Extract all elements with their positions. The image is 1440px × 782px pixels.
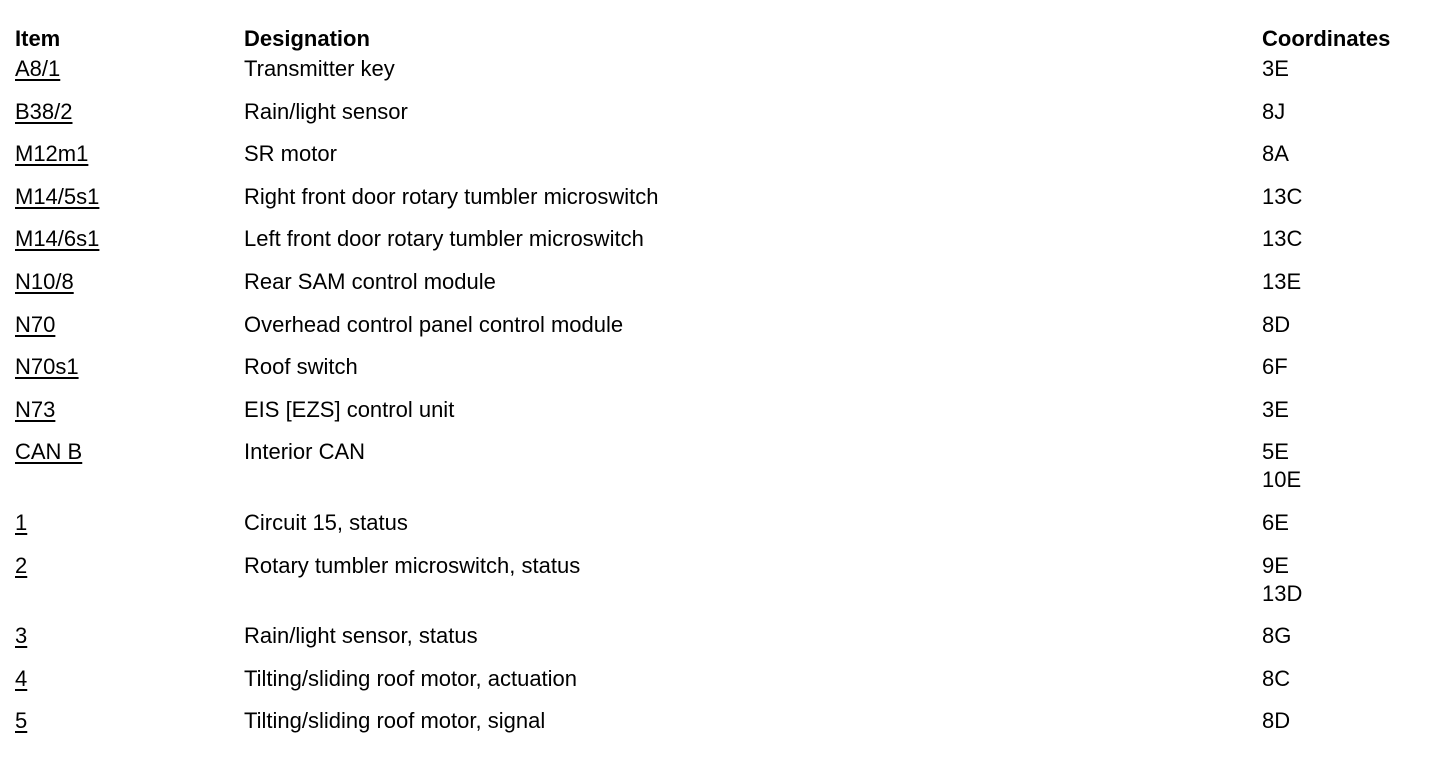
coordinates-cell [1262, 353, 1425, 396]
designation-cell: SR motor [244, 141, 337, 167]
table-row [15, 665, 1425, 708]
designation-cell: Rear SAM control module [244, 268, 496, 294]
item-link[interactable]: N70s1 [15, 354, 79, 380]
item-link[interactable]: M14/6s1 [15, 226, 100, 252]
designation-cell: Rain/light sensor [244, 98, 408, 124]
table-row [15, 622, 1425, 665]
table-row [15, 396, 1425, 439]
item-link[interactable]: B38/2 [15, 98, 73, 124]
item-link[interactable]: N10/8 [15, 268, 74, 294]
table-row [15, 55, 1425, 98]
coordinates-cell [1262, 183, 1425, 226]
component-legend-table [15, 25, 1425, 750]
table-row [15, 183, 1425, 226]
table-row [15, 268, 1425, 311]
item-cell [15, 140, 244, 183]
coordinate-value: 8J [1262, 98, 1286, 124]
coordinate-value: 6F [1262, 354, 1288, 380]
item-link[interactable]: 1 [15, 509, 28, 535]
coordinate-value: 8D [1262, 311, 1291, 337]
item-cell [15, 707, 244, 750]
item-cell [15, 311, 244, 354]
table-row [15, 509, 1425, 552]
designation-cell: Tilting/sliding roof motor, actuation [244, 665, 578, 691]
table-row [15, 311, 1425, 354]
coordinate-value: 13D [1262, 580, 1303, 606]
coordinates-cell [1262, 438, 1425, 509]
coordinates-cell [1262, 55, 1425, 98]
item-cell [15, 353, 244, 396]
item-cell [15, 396, 244, 439]
table-row [15, 552, 1425, 623]
coordinate-value: 13E [1262, 268, 1302, 294]
coordinates-cell [1262, 396, 1425, 439]
item-cell [15, 552, 244, 623]
designation-cell: EIS [EZS] control unit [244, 396, 455, 422]
coordinates-cell [1262, 509, 1425, 552]
designation-cell: Interior CAN [244, 439, 366, 465]
header-designation: Designation [244, 26, 370, 51]
coordinate-value: 5E [1262, 439, 1289, 465]
item-cell [15, 183, 244, 226]
coordinates-cell [1262, 311, 1425, 354]
item-cell [15, 268, 244, 311]
coordinates-cell [1262, 225, 1425, 268]
table-row [15, 98, 1425, 141]
coordinate-value: 8C [1262, 665, 1291, 691]
item-link[interactable]: 4 [15, 665, 28, 691]
designation-cell: Circuit 15, status [244, 509, 408, 535]
coordinates-cell [1262, 268, 1425, 311]
item-cell [15, 55, 244, 98]
coordinates-cell [1262, 140, 1425, 183]
header-row [15, 25, 1425, 55]
item-cell [15, 98, 244, 141]
item-cell [15, 225, 244, 268]
coordinate-value: 13C [1262, 183, 1303, 209]
designation-cell: Right front door rotary tumbler microswitch [244, 183, 659, 209]
coordinates-cell [1262, 98, 1425, 141]
coordinate-value: 10E [1262, 467, 1302, 493]
item-link[interactable]: A8/1 [15, 56, 61, 81]
coordinate-value: 9E [1262, 552, 1289, 578]
designation-cell: Rain/light sensor, status [244, 623, 478, 649]
header-coordinates: Coordinates [1262, 26, 1391, 51]
table-row [15, 438, 1425, 509]
item-link[interactable]: CAN B [15, 439, 83, 465]
item-cell [15, 438, 244, 509]
item-cell [15, 509, 244, 552]
coordinate-value: 6E [1262, 509, 1289, 535]
coordinates-cell [1262, 707, 1425, 750]
coordinate-value: 13C [1262, 226, 1303, 252]
designation-cell: Rotary tumbler microswitch, status [244, 552, 581, 578]
item-link[interactable]: 5 [15, 708, 28, 734]
designation-cell: Tilting/sliding roof motor, signal [244, 708, 546, 734]
item-link[interactable]: N73 [15, 396, 56, 422]
item-link[interactable]: N70 [15, 311, 56, 337]
coordinate-value: 3E [1262, 56, 1289, 81]
designation-cell: Transmitter key [244, 56, 395, 81]
designation-cell: Overhead control panel control module [244, 311, 624, 337]
header-item: Item [15, 26, 61, 51]
item-link[interactable]: 2 [15, 552, 28, 578]
item-link[interactable]: 3 [15, 623, 28, 649]
item-cell [15, 665, 244, 708]
coordinate-value: 8D [1262, 708, 1291, 734]
coordinate-value: 8A [1262, 141, 1289, 167]
item-cell [15, 622, 244, 665]
coordinate-value: 3E [1262, 396, 1289, 422]
item-link[interactable]: M14/5s1 [15, 183, 100, 209]
designation-cell: Left front door rotary tumbler microswitch [244, 226, 644, 252]
table-row [15, 707, 1425, 750]
designation-cell: Roof switch [244, 354, 358, 380]
coordinate-value: 8G [1262, 623, 1292, 649]
table-row [15, 140, 1425, 183]
item-link[interactable]: M12m1 [15, 141, 89, 167]
legend-body [15, 55, 1425, 750]
table-row [15, 353, 1425, 396]
coordinates-cell [1262, 552, 1425, 623]
table-row [15, 225, 1425, 268]
coordinates-cell [1262, 665, 1425, 708]
coordinates-cell [1262, 622, 1425, 665]
